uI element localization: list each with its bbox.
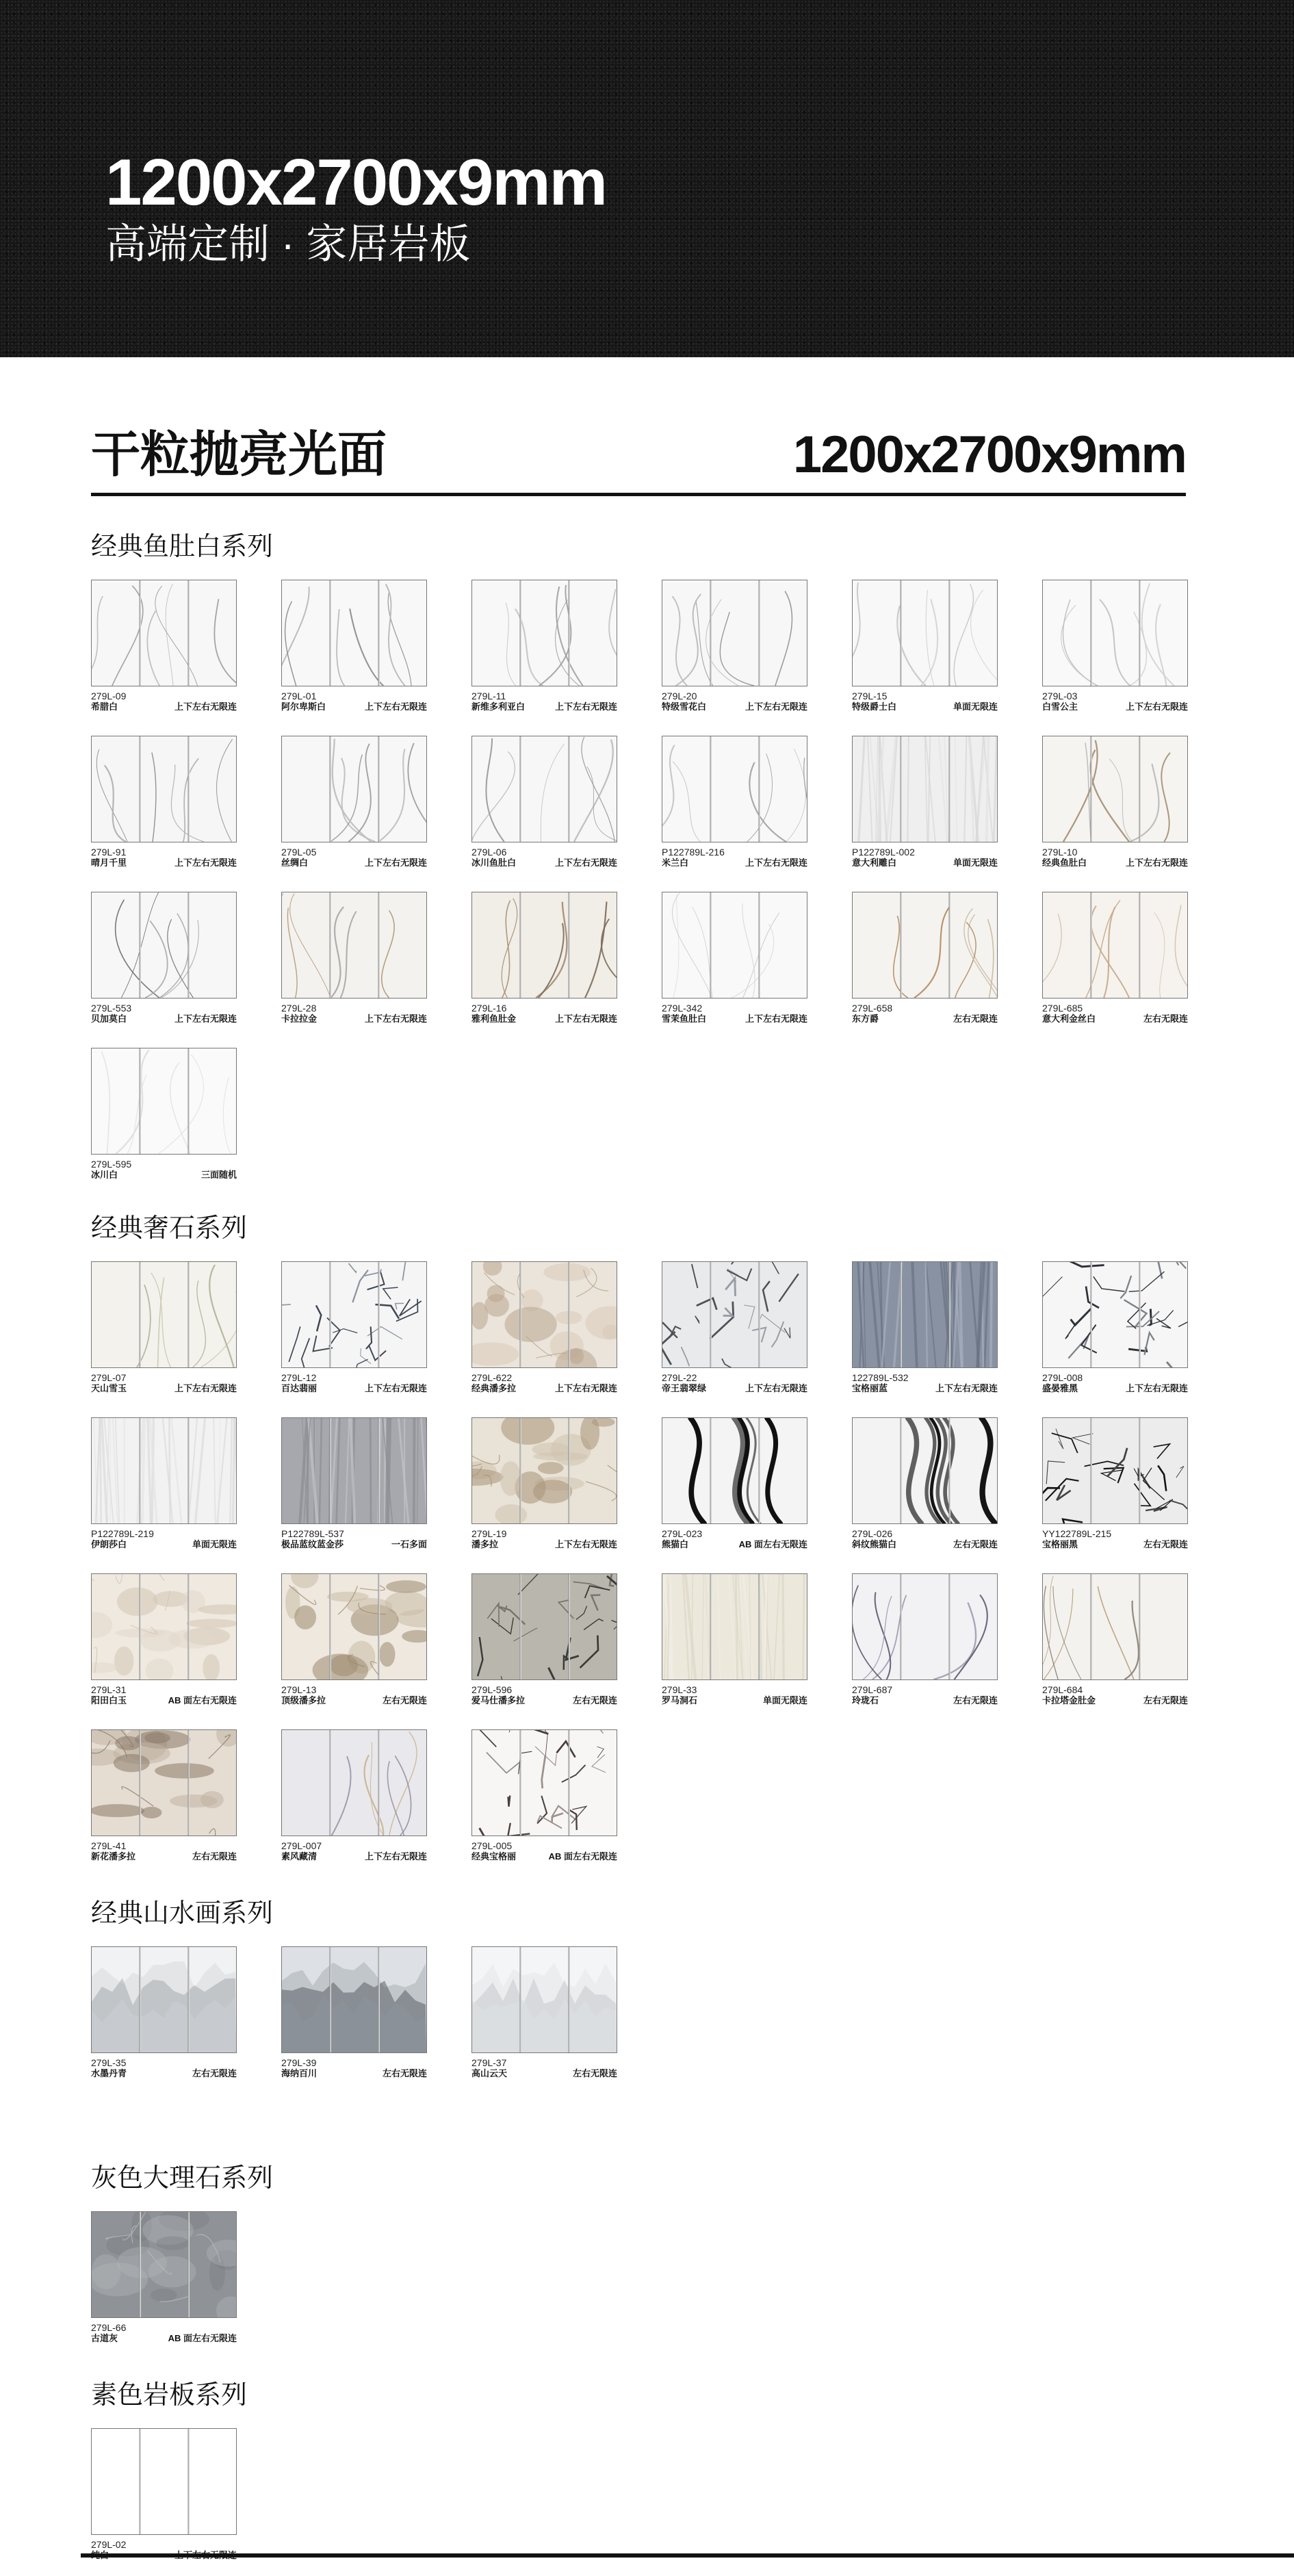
- pattern-label: 左右无限连: [192, 1851, 237, 1862]
- product-name: 意大利金丝白: [1042, 1014, 1096, 1025]
- product-code: 279L-06: [471, 847, 506, 858]
- product-card: [281, 736, 427, 884]
- section-title: 灰色大理石系列: [91, 2163, 273, 2194]
- hero-banner: [0, 0, 1294, 357]
- product-card: [471, 736, 617, 884]
- pattern-label: AB 面左右无限连: [739, 1539, 807, 1550]
- product-name: 经典宝格丽: [471, 1851, 516, 1862]
- slab-swatch: [1042, 580, 1188, 686]
- product-code: 279L-13: [281, 1684, 316, 1695]
- slab-swatch: [281, 1573, 427, 1680]
- pattern-label: 上下左右无限连: [174, 701, 237, 712]
- product-code: 279L-91: [91, 847, 126, 858]
- slab-swatch: [91, 1573, 237, 1680]
- product-card: [91, 1261, 237, 1409]
- pattern-label: 上下左右无限连: [1126, 1383, 1188, 1394]
- product-card: [662, 736, 807, 884]
- product-code: 279L-553: [91, 1003, 131, 1014]
- product-card: [471, 580, 617, 727]
- product-code: 279L-12: [281, 1372, 316, 1383]
- product-name: 盛晏雅黑: [1042, 1383, 1078, 1394]
- slab-swatch: [852, 736, 998, 842]
- slab-swatch: [662, 580, 807, 686]
- product-code: 279L-22: [662, 1372, 697, 1383]
- main-spec: 1200x2700x9mm: [793, 424, 1186, 486]
- product-card: [471, 1417, 617, 1565]
- pattern-label: 左右无限连: [383, 2068, 427, 2079]
- product-card: [662, 1573, 807, 1721]
- slab-swatch: [91, 1048, 237, 1155]
- pattern-label: 左右无限连: [1143, 1695, 1188, 1706]
- product-code: 279L-595: [91, 1159, 131, 1170]
- pattern-label: 左右无限连: [953, 1695, 998, 1706]
- product-card: [281, 580, 427, 727]
- product-code: 279L-05: [281, 847, 316, 858]
- product-code: P122789L-002: [852, 847, 915, 858]
- product-name: 熊猫白: [662, 1539, 688, 1550]
- slab-swatch: [662, 736, 807, 842]
- product-card: [471, 1729, 617, 1877]
- slab-swatch: [281, 1946, 427, 2053]
- product-code: 279L-596: [471, 1684, 512, 1695]
- pattern-label: 三面随机: [201, 1170, 237, 1181]
- slab-swatch: [91, 1946, 237, 2053]
- product-card: [91, 736, 237, 884]
- pattern-label: 左右无限连: [573, 1695, 617, 1706]
- product-card: [281, 1417, 427, 1565]
- pattern-label: 上下左右无限连: [555, 858, 617, 868]
- slab-swatch: [662, 1261, 807, 1368]
- product-name: 帝王翡翠绿: [662, 1383, 706, 1394]
- product-name: 罗马洞石: [662, 1695, 697, 1706]
- product-name: 卡拉塔金肚金: [1042, 1695, 1096, 1706]
- product-name: 斜纹熊猫白: [852, 1539, 896, 1550]
- pattern-label: AB 面左右无限连: [168, 2333, 237, 2344]
- product-code: 279L-19: [471, 1528, 506, 1539]
- slab-swatch: [91, 892, 237, 999]
- slab-swatch: [471, 1946, 617, 2053]
- pattern-label: 上下左右无限连: [1126, 701, 1188, 712]
- pattern-label: 上下左右无限连: [555, 1014, 617, 1025]
- product-name: 贝加莫白: [91, 1014, 127, 1025]
- product-card: [662, 1417, 807, 1565]
- slab-swatch: [281, 580, 427, 686]
- product-name: 丝绸白: [281, 858, 308, 868]
- product-code: 279L-005: [471, 1840, 512, 1851]
- product-name: 伊朗莎白: [91, 1539, 127, 1550]
- product-name: 冰川鱼肚白: [471, 858, 516, 868]
- product-card: [852, 736, 998, 884]
- product-card: [281, 1946, 427, 2094]
- pattern-label: 上下左右无限连: [745, 858, 807, 868]
- product-code: 279L-39: [281, 2057, 316, 2068]
- slab-swatch: [1042, 1417, 1188, 1524]
- slab-swatch: [281, 892, 427, 999]
- product-card: [91, 1048, 237, 1196]
- slab-swatch: [662, 892, 807, 999]
- product-code: 279L-687: [852, 1684, 892, 1695]
- product-code: 279L-007: [281, 1840, 322, 1851]
- product-code: 122789L-532: [852, 1372, 909, 1383]
- product-card: [281, 1261, 427, 1409]
- product-code: 279L-37: [471, 2057, 506, 2068]
- slab-swatch: [852, 1417, 998, 1524]
- pattern-label: AB 面左右无限连: [549, 1851, 617, 1862]
- product-card: [281, 892, 427, 1040]
- product-name: 海纳百川: [281, 2068, 317, 2079]
- slab-swatch: [281, 1417, 427, 1524]
- product-card: [1042, 580, 1188, 727]
- product-card: [1042, 1261, 1188, 1409]
- product-card: [91, 1729, 237, 1877]
- product-code: 279L-11: [471, 691, 506, 701]
- pattern-label: 单面无限连: [763, 1695, 807, 1706]
- product-code: 279L-07: [91, 1372, 126, 1383]
- pattern-label: 左右无限连: [953, 1014, 998, 1025]
- pattern-label: 单面无限连: [953, 701, 998, 712]
- slab-swatch: [852, 892, 998, 999]
- product-code: 279L-09: [91, 691, 126, 701]
- product-card: [471, 1946, 617, 2094]
- slab-swatch: [1042, 1573, 1188, 1680]
- pattern-label: 左右无限连: [1143, 1539, 1188, 1550]
- product-card: [1042, 1417, 1188, 1565]
- slab-swatch: [91, 1729, 237, 1836]
- product-card: [662, 1261, 807, 1409]
- slab-swatch: [471, 1729, 617, 1836]
- product-code: P122789L-216: [662, 847, 725, 858]
- product-name: 极品蓝纹蓝金莎: [281, 1539, 344, 1550]
- product-card: [91, 580, 237, 727]
- product-name: 顶级潘多拉: [281, 1695, 326, 1706]
- product-name: 东方爵: [852, 1014, 879, 1025]
- pattern-label: 上下左右无限连: [365, 1014, 427, 1025]
- product-name: 新花潘多拉: [91, 1851, 135, 1862]
- pattern-label: 上下左右无限连: [745, 701, 807, 712]
- section-title: 经典鱼肚白系列: [91, 531, 273, 563]
- product-card: [852, 892, 998, 1040]
- pattern-label: 单面无限连: [953, 858, 998, 868]
- product-card: [852, 1261, 998, 1409]
- hero-subtitle: 高端定制 · 家居岩板: [105, 220, 470, 268]
- product-name: 米兰白: [662, 858, 688, 868]
- product-name: 新维多利亚白: [471, 701, 525, 712]
- section-title: 素色岩板系列: [91, 2380, 247, 2411]
- product-name: 冰川白: [91, 1170, 118, 1181]
- slab-swatch: [281, 1729, 427, 1836]
- product-code: 279L-622: [471, 1372, 512, 1383]
- product-code: 279L-28: [281, 1003, 316, 1014]
- product-card: [852, 580, 998, 727]
- product-card: [662, 892, 807, 1040]
- product-code: 279L-685: [1042, 1003, 1083, 1014]
- slab-swatch: [1042, 892, 1188, 999]
- product-code: 279L-02: [91, 2539, 126, 2550]
- pattern-label: 上下左右无限连: [365, 1851, 427, 1862]
- product-code: 279L-684: [1042, 1684, 1083, 1695]
- hero-title: 1200x2700x9mm: [105, 145, 606, 220]
- slab-swatch: [91, 1417, 237, 1524]
- product-code: 279L-10: [1042, 847, 1077, 858]
- product-name: 希腊白: [91, 701, 118, 712]
- product-name: 玲珑石: [852, 1695, 879, 1706]
- slab-swatch: [91, 736, 237, 842]
- product-card: [471, 892, 617, 1040]
- product-card: [281, 1573, 427, 1721]
- slab-swatch: [471, 736, 617, 842]
- section-title: 经典山水画系列: [91, 1898, 273, 1929]
- product-code: 279L-33: [662, 1684, 697, 1695]
- bottom-divider: [81, 2553, 1294, 2558]
- product-card: [91, 892, 237, 1040]
- slab-swatch: [852, 1573, 998, 1680]
- product-code: 279L-31: [91, 1684, 126, 1695]
- product-code: 279L-03: [1042, 691, 1077, 701]
- product-name: 百达翡丽: [281, 1383, 317, 1394]
- product-code: 279L-008: [1042, 1372, 1083, 1383]
- slab-swatch: [471, 580, 617, 686]
- product-name: 雅利鱼肚金: [471, 1014, 516, 1025]
- pattern-label: 左右无限连: [573, 2068, 617, 2079]
- product-code: 279L-023: [662, 1528, 702, 1539]
- product-code: 279L-35: [91, 2057, 126, 2068]
- product-card: [91, 1573, 237, 1721]
- product-name: 阳田白玉: [91, 1695, 127, 1706]
- pattern-label: 左右无限连: [192, 2068, 237, 2079]
- pattern-label: 上下左右无限连: [365, 858, 427, 868]
- slab-swatch: [662, 1573, 807, 1680]
- pattern-label: 上下左右无限连: [174, 1383, 237, 1394]
- slab-swatch: [281, 736, 427, 842]
- slab-swatch: [471, 892, 617, 999]
- product-code: 279L-66: [91, 2322, 126, 2333]
- section-title: 经典奢石系列: [91, 1213, 247, 1244]
- pattern-label: 上下左右无限连: [935, 1383, 998, 1394]
- product-card: [852, 1417, 998, 1565]
- slab-swatch: [471, 1573, 617, 1680]
- product-card: [662, 580, 807, 727]
- pattern-label: 上下左右无限连: [174, 1014, 237, 1025]
- product-code: P122789L-537: [281, 1528, 344, 1539]
- product-name: 古道灰: [91, 2333, 118, 2344]
- slab-swatch: [91, 2211, 237, 2318]
- slab-swatch: [1042, 736, 1188, 842]
- product-code: 279L-026: [852, 1528, 892, 1539]
- slab-swatch: [91, 1261, 237, 1368]
- product-code: 279L-342: [662, 1003, 702, 1014]
- pattern-label: 一石多面: [391, 1539, 427, 1550]
- pattern-label: 上下左右无限连: [555, 701, 617, 712]
- product-card: [91, 1946, 237, 2094]
- product-name: 白雪公主: [1042, 701, 1078, 712]
- product-code: 279L-15: [852, 691, 887, 701]
- product-name: 经典鱼肚白: [1042, 858, 1087, 868]
- product-name: 雪茉鱼肚白: [662, 1014, 706, 1025]
- product-card: [91, 2211, 237, 2359]
- pattern-label: 上下左右无限连: [365, 701, 427, 712]
- pattern-label: 上下左右无限连: [745, 1383, 807, 1394]
- product-name: 素风藏清: [281, 1851, 317, 1862]
- pattern-label: 上下左右无限连: [745, 1014, 807, 1025]
- product-code: 279L-658: [852, 1003, 892, 1014]
- product-name: 水墨丹青: [91, 2068, 127, 2079]
- product-card: [1042, 1573, 1188, 1721]
- product-name: 卡拉拉金: [281, 1014, 317, 1025]
- product-card: [1042, 736, 1188, 884]
- pattern-label: 左右无限连: [953, 1539, 998, 1550]
- product-card: [852, 1573, 998, 1721]
- pattern-label: 左右无限连: [383, 1695, 427, 1706]
- product-code: YY122789L-215: [1042, 1528, 1111, 1539]
- slab-swatch: [662, 1417, 807, 1524]
- slab-swatch: [471, 1417, 617, 1524]
- product-name: 经典潘多拉: [471, 1383, 516, 1394]
- product-name: 特级爵士白: [852, 701, 896, 712]
- pattern-label: 上下左右无限连: [365, 1383, 427, 1394]
- product-name: 宝格丽黑: [1042, 1539, 1078, 1550]
- product-name: 特级雪花白: [662, 701, 706, 712]
- product-name: 潘多拉: [471, 1539, 498, 1550]
- pattern-label: 上下左右无限连: [1126, 858, 1188, 868]
- product-name: 阿尔卑斯白: [281, 701, 326, 712]
- main-header: [91, 417, 1186, 496]
- product-code: 279L-41: [91, 1840, 126, 1851]
- slab-swatch: [852, 1261, 998, 1368]
- main-title: 干粒抛亮光面: [91, 424, 387, 486]
- product-card: [471, 1261, 617, 1409]
- product-name: 晴月千里: [91, 858, 127, 868]
- product-card: [281, 1729, 427, 1877]
- product-name: 爱马仕潘多拉: [471, 1695, 525, 1706]
- slab-swatch: [471, 1261, 617, 1368]
- product-name: 意大利雕白: [852, 858, 896, 868]
- product-name: 高山云天: [471, 2068, 507, 2079]
- pattern-label: 上下左右无限连: [555, 1383, 617, 1394]
- product-card: [91, 1417, 237, 1565]
- slab-swatch: [1042, 1261, 1188, 1368]
- product-code: 279L-20: [662, 691, 697, 701]
- pattern-label: 单面无限连: [192, 1539, 237, 1550]
- product-card: [1042, 892, 1188, 1040]
- product-name: 天山雪玉: [91, 1383, 127, 1394]
- pattern-label: AB 面左右无限连: [168, 1695, 237, 1706]
- slab-swatch: [91, 580, 237, 686]
- product-name: 宝格丽蓝: [852, 1383, 888, 1394]
- product-code: P122789L-219: [91, 1528, 154, 1539]
- slab-swatch: [281, 1261, 427, 1368]
- pattern-label: 左右无限连: [1143, 1014, 1188, 1025]
- product-code: 279L-01: [281, 691, 316, 701]
- pattern-label: 上下左右无限连: [174, 858, 237, 868]
- slab-swatch: [91, 2428, 237, 2535]
- pattern-label: 上下左右无限连: [555, 1539, 617, 1550]
- slab-swatch: [852, 580, 998, 686]
- product-code: 279L-16: [471, 1003, 506, 1014]
- product-card: [471, 1573, 617, 1721]
